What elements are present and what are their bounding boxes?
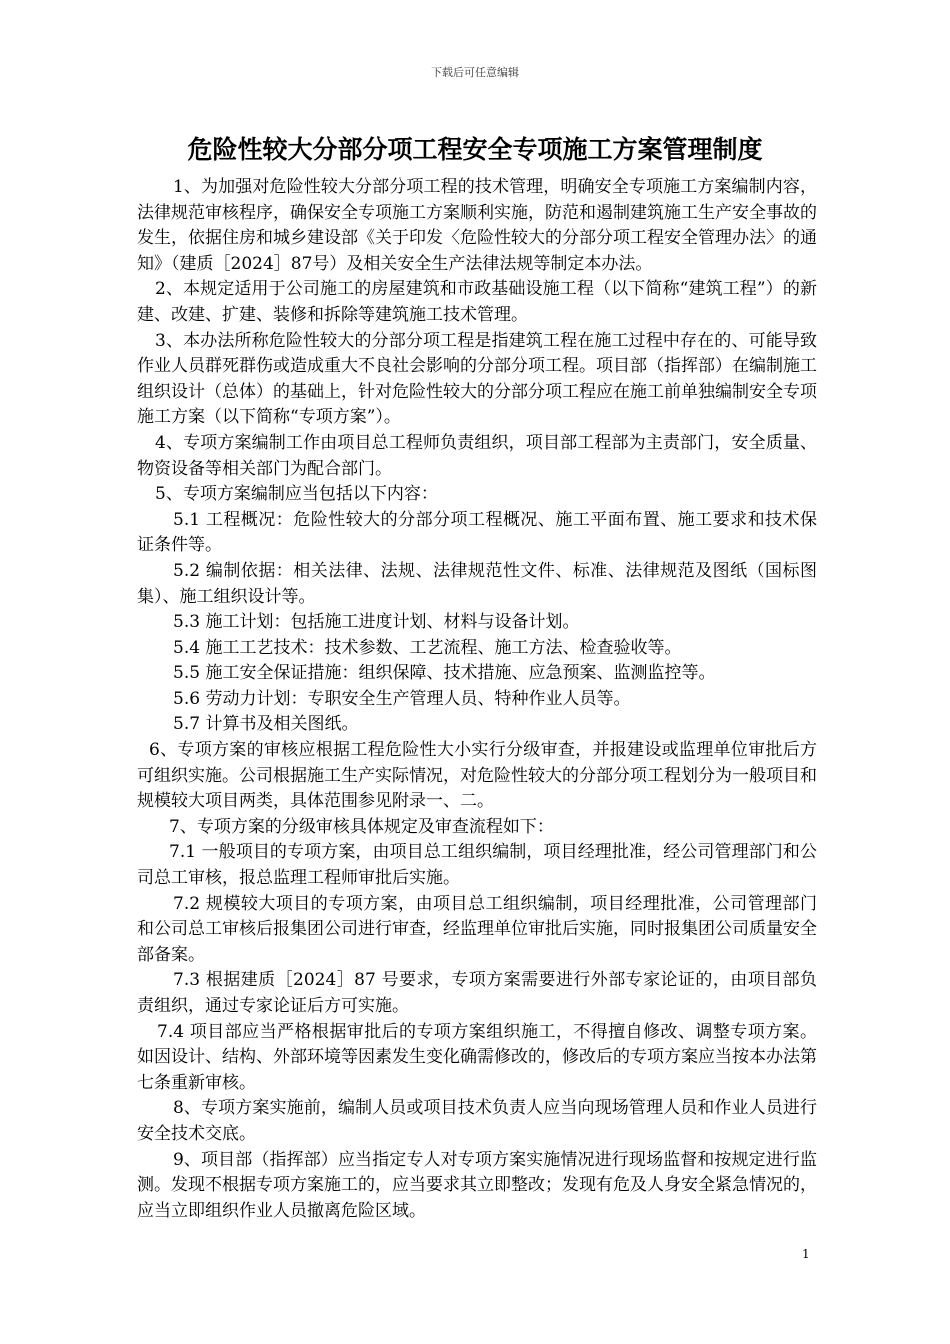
paragraph-5-3: 5.3 施工计划：包括施工进度计划、材料与设备计划。: [173, 612, 580, 633]
paragraph-5-5: 5.5 施工安全保证措施：组织保障、技术措施、应急预案、监测监控等。: [173, 663, 716, 684]
paragraph-7-1: 7.1 一般项目的专项方案，由项目总工组织编制，项目经理批准，经公司管理部门和公司总工审核，报总监理工程师审批后实施。: [137, 842, 817, 889]
paragraph-5-7: 5.7 计算书及相关图纸。: [173, 714, 359, 735]
paragraph-7-4: 7.4 项目部应当严格根据审批后的专项方案组织施工，不得擅自修改、调整专项方案。如因设计、结构、外部环境等因素发生变化确需修改的，修改后的专项方案应当按本办法第七条重新审核。: [137, 1021, 817, 1093]
paragraph-5: 5、专项方案编制应当包括以下内容：: [155, 484, 438, 505]
document-title: 危险性较大分部分项工程安全专项施工方案管理制度: [187, 135, 763, 164]
paragraph-5-4: 5.4 施工工艺技术：技术参数、工艺流程、施工方法、检查验收等。: [173, 637, 682, 658]
page-number: 1: [802, 1247, 810, 1261]
paragraph-7-3: 7.3 根据建质［2024］87 号要求，专项方案需要进行外部专家论证的，由项目部负责组织，通过专家论证后方可实施。: [137, 970, 817, 1016]
paragraph-7: 7、专项方案的分级审核具体规定及审查流程如下：: [169, 816, 554, 837]
paragraph-4: 4、专项方案编制工作由项目总工程师负责组织，项目部工程部为主责部门，安全质量、物资设备等相关部门为配合部门。: [137, 432, 817, 479]
page-header: 下载后可任意编辑: [431, 66, 519, 79]
paragraph-7-2: 7.2 规模较大项目的专项方案，由项目总工组织编制，项目经理批准，公司管理部门和公司总工审核后报集团公司进行审查，经监理单位审批后实施，同时报集团公司质量安全部备案。: [137, 893, 817, 965]
paragraph-9: 9、项目部（指挥部）应当指定专人对专项方案实施情况进行现场监督和按规定进行监测。发现不根据专项方案施工的，应当要求其立即整改；发现有危及人身安全紧急情况的，应当立即组织作业人员撤离危险区域。: [137, 1149, 817, 1221]
paragraph-3: 3、本办法所称危险性较大的分部分项工程是指建筑工程在施工过程中存在的、可能导致作业人员群死群伤或造成重大不良社会影响的分部分项工程。项目部（指挥部）在编制施工组织设计（总体）的基础上，针对危险性较大的分部分项工程应在施工前单独编制安全专项施工方案（以下简称“专项方案”）。: [137, 330, 817, 428]
paragraph-5-2: 5.2 编制依据：相关法律、法规、法律规范性文件、标准、法律规范及图纸（国标图集）、施工组织设计等。: [137, 560, 817, 607]
paragraph-6: 6、专项方案的审核应根据工程危险性大小实行分级审查，并报建设或监理单位审批后方可组织实施。公司根据施工生产实际情况，对危险性较大的分部分项工程划分为一般项目和规模较大项目两类，具体范围参见附录一、二。: [137, 740, 817, 812]
paragraph-8: 8、专项方案实施前，编制人员或项目技术负责人应当向现场管理人员和作业人员进行安全技术交底。: [137, 1098, 817, 1144]
paragraph-2: 2、本规定适用于公司施工的房屋建筑和市政基础设施工程（以下简称“建筑工程”）的新建、改建、扩建、装修和拆除等建筑施工技术管理。: [137, 279, 817, 325]
paragraph-5-1: 5.1 工程概况：危险性较大的分部分项工程概况、施工平面布置、施工要求和技术保证条件等。: [137, 509, 817, 556]
paragraph-1: 1、为加强对危险性较大分部分项工程的技术管理，明确安全专项施工方案编制内容，法律规范审核程序，确保安全专项施工方案顺利实施，防范和遏制建筑施工生产安全事故的发生，依据住房和城乡建设部《关于印发〈危险性较大的分部分项工程安全管理办法〉的通知》（建质［2024］87号）及相关安全生产法律法规等制定本办法。: [137, 177, 817, 274]
document-body: [137, 175, 817, 1224]
paragraph-5-6: 5.6 劳动力计划：专职安全生产管理人员、特种作业人员等。: [173, 688, 631, 709]
